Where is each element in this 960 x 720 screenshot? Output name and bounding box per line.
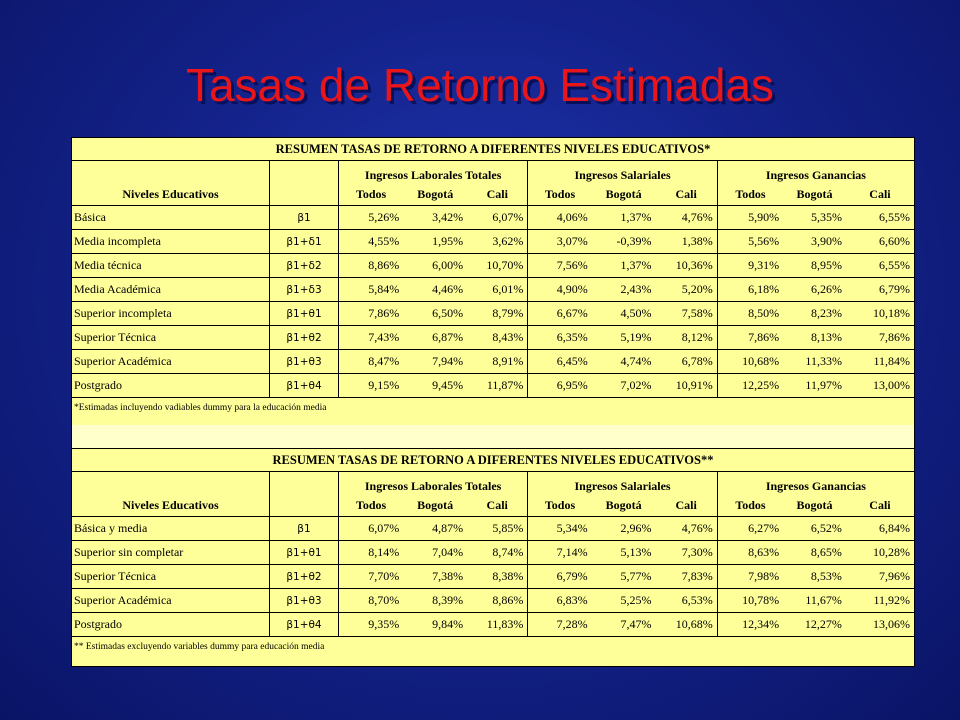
- coefficient-label: β1: [270, 206, 339, 230]
- table-row: [72, 278, 914, 302]
- return-rate-cell: 11,67%: [783, 589, 846, 613]
- return-rate-cell: 5,20%: [656, 278, 718, 302]
- return-rate-cell: 6,95%: [528, 374, 592, 398]
- table-separator: [71, 425, 915, 448]
- return-rate-cell: 4,76%: [656, 206, 718, 230]
- return-rate-cell: 7,28%: [528, 613, 592, 637]
- return-rate-cell: 4,87%: [403, 517, 467, 541]
- table-row: [72, 230, 914, 254]
- return-rate-cell: 5,19%: [592, 326, 656, 350]
- return-rate-cell: 6,18%: [717, 278, 783, 302]
- return-rate-cell: 8,95%: [783, 254, 846, 278]
- return-rate-cell: 3,42%: [403, 206, 467, 230]
- column-header: Cali: [675, 497, 697, 512]
- blank-header-cell: [270, 161, 339, 184]
- return-rate-cell: 2,96%: [592, 517, 656, 541]
- group-header: Ingresos Salariales: [528, 161, 717, 184]
- return-rate-cell: 7,98%: [717, 565, 783, 589]
- return-rate-cell: 8,14%: [338, 541, 403, 565]
- education-level-label: Superior Académica: [72, 589, 270, 613]
- return-rate-cell: 10,70%: [467, 254, 528, 278]
- return-rate-cell: 2,43%: [592, 278, 656, 302]
- blank-header-cell: [72, 472, 270, 495]
- coefficient-label: β1+θ3: [270, 350, 339, 374]
- group-header: Ingresos Salariales: [528, 472, 717, 495]
- column-header: Cali: [869, 186, 891, 201]
- return-rate-cell: 5,25%: [592, 589, 656, 613]
- return-rate-cell: 5,34%: [528, 517, 592, 541]
- return-rate-cell: 3,62%: [467, 230, 528, 254]
- column-header: Bogotá: [417, 186, 454, 201]
- coefficient-label: β1: [270, 517, 339, 541]
- return-rate-cell: 6,53%: [655, 589, 717, 613]
- return-rate-cell: 5,35%: [783, 206, 846, 230]
- column-header: Todos: [528, 183, 592, 206]
- column-header: Bogotá: [796, 497, 833, 512]
- coefficient-label: β1+δ3: [270, 278, 339, 302]
- return-rate-cell: 8,86%: [338, 254, 403, 278]
- return-rate-cell: 4,90%: [528, 278, 592, 302]
- return-rate-cell: 5,85%: [467, 517, 528, 541]
- education-level-label: Media incompleta: [72, 230, 270, 254]
- column-header: Todos: [338, 494, 403, 517]
- return-rate-cell: 7,43%: [338, 326, 403, 350]
- return-rate-cell: 5,56%: [717, 230, 783, 254]
- return-rate-cell: 8,43%: [467, 326, 528, 350]
- return-rate-cell: 7,02%: [592, 374, 656, 398]
- return-rate-cell: 7,86%: [846, 326, 914, 350]
- return-rate-cell: 4,76%: [655, 517, 717, 541]
- return-rate-cell: 8,63%: [717, 541, 783, 565]
- table-row: [72, 517, 914, 541]
- education-level-label: Postgrado: [72, 613, 270, 637]
- return-rate-cell: 4,46%: [403, 278, 467, 302]
- return-rate-cell: 4,74%: [592, 350, 656, 374]
- return-rate-cell: 8,53%: [783, 565, 846, 589]
- return-rate-cell: 11,33%: [783, 350, 846, 374]
- return-rate-cell: 4,50%: [592, 302, 656, 326]
- return-rate-cell: 7,56%: [528, 254, 592, 278]
- return-rate-cell: 9,31%: [717, 254, 783, 278]
- return-rate-cell: 8,65%: [783, 541, 846, 565]
- coefficient-label: β1+θ1: [270, 302, 339, 326]
- return-rate-cell: 1,37%: [592, 254, 656, 278]
- return-rate-cell: 5,77%: [592, 565, 656, 589]
- row-header-label: Niveles Educativos: [122, 186, 219, 201]
- return-rate-cell: 6,01%: [467, 278, 528, 302]
- column-header: Cali: [675, 186, 697, 201]
- return-rate-cell: 8,91%: [467, 350, 528, 374]
- returns-table-with-dummies: [71, 137, 915, 427]
- group-header: Ingresos Laborales Totales: [338, 161, 527, 184]
- return-rate-cell: 1,37%: [592, 206, 656, 230]
- return-rate-cell: 6,79%: [846, 278, 914, 302]
- return-rate-cell: 7,47%: [592, 613, 656, 637]
- return-rate-cell: 8,79%: [467, 302, 528, 326]
- column-header: Todos: [717, 183, 783, 206]
- table-row: [72, 350, 914, 374]
- return-rate-cell: 6,27%: [717, 517, 783, 541]
- return-rate-cell: 4,06%: [528, 206, 592, 230]
- return-rate-cell: 3,90%: [783, 230, 846, 254]
- education-level-label: Media Académica: [72, 278, 270, 302]
- return-rate-cell: 10,36%: [656, 254, 718, 278]
- column-header: Bogotá: [605, 186, 642, 201]
- return-rate-cell: 8,23%: [783, 302, 846, 326]
- blank-header-cell: [72, 161, 270, 184]
- table-caption: RESUMEN TASAS DE RETORNO A DIFERENTES NIVELES EDUCATIVOS**: [72, 449, 914, 472]
- return-rate-cell: 10,91%: [656, 374, 718, 398]
- return-rate-cell: 7,70%: [338, 565, 403, 589]
- return-rate-cell: 7,14%: [528, 541, 592, 565]
- return-rate-cell: 8,70%: [338, 589, 403, 613]
- return-rate-cell: 12,27%: [783, 613, 846, 637]
- return-rate-cell: 6,55%: [846, 254, 914, 278]
- returns-table: [72, 449, 914, 657]
- column-header: Bogotá: [605, 497, 642, 512]
- education-level-label: Postgrado: [72, 374, 270, 398]
- coefficient-label: β1+θ2: [270, 565, 339, 589]
- education-level-label: Básica y media: [72, 517, 270, 541]
- return-rate-cell: 12,25%: [717, 374, 783, 398]
- return-rate-cell: 10,78%: [717, 589, 783, 613]
- slide-title: Tasas de Retorno Estimadas: [185, 59, 775, 111]
- group-header: Ingresos Ganancias: [717, 472, 914, 495]
- return-rate-cell: 8,12%: [656, 326, 718, 350]
- return-rate-cell: 6,00%: [403, 254, 467, 278]
- education-level-label: Superior Técnica: [72, 326, 270, 350]
- return-rate-cell: 13,00%: [846, 374, 914, 398]
- coefficient-label: β1+θ3: [270, 589, 339, 613]
- education-level-label: Superior sin completar: [72, 541, 270, 565]
- return-rate-cell: 8,39%: [403, 589, 467, 613]
- return-rate-cell: 11,97%: [783, 374, 846, 398]
- return-rate-cell: 6,83%: [528, 589, 592, 613]
- return-rate-cell: 6,35%: [528, 326, 592, 350]
- returns-table: [72, 138, 914, 418]
- column-header: Todos: [528, 494, 592, 517]
- return-rate-cell: 6,07%: [338, 517, 403, 541]
- return-rate-cell: 8,13%: [783, 326, 846, 350]
- return-rate-cell: 8,38%: [467, 565, 528, 589]
- coefficient-label: β1+δ2: [270, 254, 339, 278]
- return-rate-cell: 6,84%: [846, 517, 914, 541]
- return-rate-cell: 6,50%: [403, 302, 467, 326]
- return-rate-cell: 7,38%: [403, 565, 467, 589]
- table-footnote: ** Estimadas excluyendo variables dummy para educación media: [72, 637, 914, 658]
- return-rate-cell: 7,86%: [717, 326, 783, 350]
- table-row: [72, 613, 914, 637]
- return-rate-cell: 10,28%: [846, 541, 914, 565]
- education-level-label: Básica: [72, 206, 270, 230]
- return-rate-cell: 11,92%: [846, 589, 914, 613]
- coefficient-label: β1+δ1: [270, 230, 339, 254]
- return-rate-cell: 3,07%: [528, 230, 592, 254]
- blank-header-cell: [270, 472, 339, 495]
- return-rate-cell: 7,58%: [656, 302, 718, 326]
- education-level-label: Superior Técnica: [72, 565, 270, 589]
- return-rate-cell: 5,90%: [717, 206, 783, 230]
- return-rate-cell: 6,26%: [783, 278, 846, 302]
- return-rate-cell: 9,84%: [403, 613, 467, 637]
- table-caption: RESUMEN TASAS DE RETORNO A DIFERENTES NIVELES EDUCATIVOS*: [72, 138, 914, 161]
- return-rate-cell: 11,84%: [846, 350, 914, 374]
- table-row: [72, 565, 914, 589]
- return-rate-cell: 9,45%: [403, 374, 467, 398]
- table-row: [72, 541, 914, 565]
- return-rate-cell: 11,83%: [467, 613, 528, 637]
- return-rate-cell: 11,87%: [467, 374, 528, 398]
- group-header: Ingresos Ganancias: [717, 161, 914, 184]
- return-rate-cell: 13,06%: [846, 613, 914, 637]
- coefficient-label: β1+θ2: [270, 326, 339, 350]
- blank-header-cell: [270, 494, 339, 517]
- group-header-row: [72, 161, 914, 184]
- return-rate-cell: 12,34%: [717, 613, 783, 637]
- table-row: [72, 589, 914, 613]
- table-row: [72, 326, 914, 350]
- return-rate-cell: 10,68%: [717, 350, 783, 374]
- column-header: Bogotá: [796, 186, 833, 201]
- return-rate-cell: 6,78%: [656, 350, 718, 374]
- return-rate-cell: 7,96%: [846, 565, 914, 589]
- return-rate-cell: 6,52%: [783, 517, 846, 541]
- column-header: Todos: [717, 494, 783, 517]
- return-rate-cell: 6,60%: [846, 230, 914, 254]
- column-header: Bogotá: [417, 497, 454, 512]
- return-rate-cell: 7,04%: [403, 541, 467, 565]
- column-header: Cali: [869, 497, 891, 512]
- table-row: [72, 302, 914, 326]
- column-header: Cali: [486, 497, 508, 512]
- return-rate-cell: 1,38%: [656, 230, 718, 254]
- blank-header-cell: [270, 183, 339, 206]
- table-footnote: *Estimadas incluyendo vadiables dummy para la educación media: [72, 398, 914, 419]
- coefficient-label: β1+θ4: [270, 374, 339, 398]
- returns-table-without-dummies: [71, 448, 915, 667]
- education-level-label: Superior incompleta: [72, 302, 270, 326]
- return-rate-cell: 6,45%: [528, 350, 592, 374]
- return-rate-cell: 8,47%: [338, 350, 403, 374]
- return-rate-cell: 6,87%: [403, 326, 467, 350]
- return-rate-cell: 6,07%: [467, 206, 528, 230]
- table-row: [72, 374, 914, 398]
- coefficient-label: β1+θ4: [270, 613, 339, 637]
- return-rate-cell: 7,83%: [655, 565, 717, 589]
- return-rate-cell: 7,94%: [403, 350, 467, 374]
- return-rate-cell: 8,86%: [467, 589, 528, 613]
- return-rate-cell: 1,95%: [403, 230, 467, 254]
- return-rate-cell: 8,74%: [467, 541, 528, 565]
- return-rate-cell: 7,86%: [338, 302, 403, 326]
- return-rate-cell: -0,39%: [592, 230, 656, 254]
- column-header: Cali: [486, 186, 508, 201]
- row-header-label: Niveles Educativos: [122, 497, 219, 512]
- column-header: Todos: [338, 183, 403, 206]
- return-rate-cell: 6,55%: [846, 206, 914, 230]
- table-row: [72, 206, 914, 230]
- return-rate-cell: 10,68%: [655, 613, 717, 637]
- return-rate-cell: 9,35%: [338, 613, 403, 637]
- subheader-row: [72, 494, 914, 517]
- education-level-label: Media técnica: [72, 254, 270, 278]
- return-rate-cell: 6,67%: [528, 302, 592, 326]
- return-rate-cell: 10,18%: [846, 302, 914, 326]
- group-header-row: [72, 472, 914, 495]
- return-rate-cell: 8,50%: [717, 302, 783, 326]
- return-rate-cell: 5,26%: [338, 206, 403, 230]
- return-rate-cell: 5,13%: [592, 541, 656, 565]
- return-rate-cell: 9,15%: [338, 374, 403, 398]
- return-rate-cell: 6,79%: [528, 565, 592, 589]
- return-rate-cell: 7,30%: [655, 541, 717, 565]
- group-header: Ingresos Laborales Totales: [338, 472, 527, 495]
- table-row: [72, 254, 914, 278]
- education-level-label: Superior Académica: [72, 350, 270, 374]
- subheader-row: [72, 183, 914, 206]
- return-rate-cell: 5,84%: [338, 278, 403, 302]
- return-rate-cell: 4,55%: [338, 230, 403, 254]
- coefficient-label: β1+θ1: [270, 541, 339, 565]
